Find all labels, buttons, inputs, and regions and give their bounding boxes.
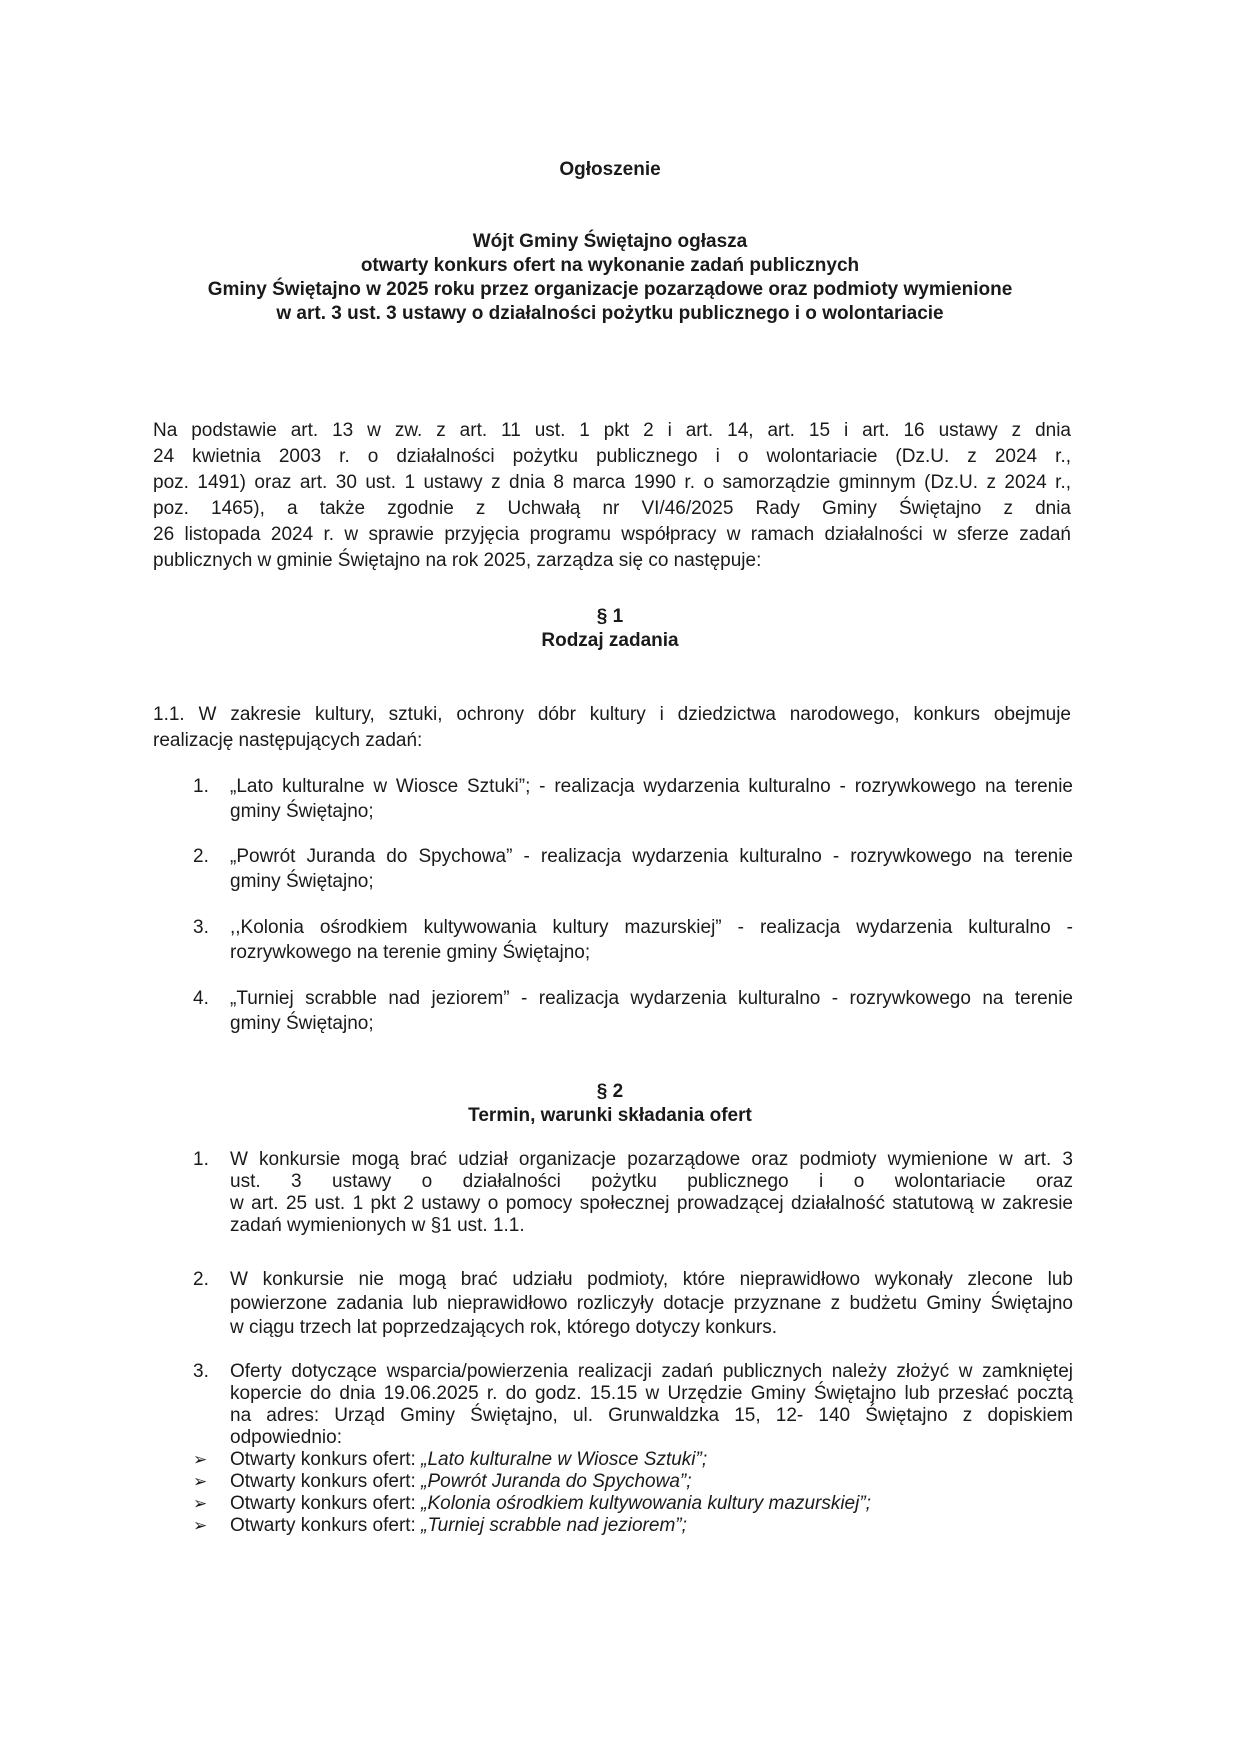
item-number: 2. [193, 1269, 209, 1290]
section-symbol: § 2 [596, 1081, 624, 1102]
bullet-prefix: Otwarty konkurs ofert: [230, 1493, 422, 1514]
item-line: zadań wymienionych w §1 ust. 1.1. [230, 1215, 525, 1236]
paragraph-line: poz. 1491) oraz art. 30 ust. 1 ustawy z dnia 8 marca 1990 r. o samorządzie gminnym (Dz.U. z 2024 r., [153, 472, 1071, 493]
item-line: powierzone zadania lub nieprawidłowo rozliczyły dotacje przyznane z budżetu Gminy Świętajno [230, 1293, 1073, 1314]
item-line: odpowiednio: [230, 1427, 342, 1448]
item-number: 3. [193, 917, 209, 938]
paragraph-line: poz. 1465), a także zgodnie z Uchwałą nr VI/46/2025 Rady Gminy Świętajno z dnia [153, 498, 1071, 519]
section-1-intro [153, 702, 1071, 754]
document-title [150, 158, 1070, 182]
paragraph-line: 26 listopada 2024 r. w sprawie przyjęcia programu współpracy w ramach działalności w sferze zadań [153, 524, 1071, 545]
section-1-heading [150, 605, 1070, 653]
bullet-task-name: „Powrót Juranda do Spychowa”; [421, 1471, 692, 1492]
item-line: gminy Świętajno; [230, 801, 374, 822]
item-line: W konkursie nie mogą brać udziału podmioty, które nieprawidłowo wykonały zlecone lub [230, 1269, 1073, 1290]
section-symbol: § 1 [596, 606, 624, 627]
section-2-heading [150, 1080, 1070, 1128]
item-number: 3. [193, 1361, 209, 1382]
item-line: „Powrót Juranda do Spychowa” - realizacja wydarzenia kulturalno - rozrywkowego na terenie [230, 846, 1073, 867]
item-number: 2. [193, 846, 209, 867]
item-line: „Lato kulturalne w Wiosce Sztuki”; - realizacja wydarzenia kulturalno - rozrywkowego na terenie [230, 776, 1073, 797]
arrowhead-bullet-icon: ➢ [193, 1494, 208, 1513]
item-line: „Turniej scrabble nad jeziorem” - realizacja wydarzenia kulturalno - rozrywkowego na terenie [230, 988, 1073, 1009]
item-line: Oferty dotyczące wsparcia/powierzenia realizacji zadań publicznych należy złożyć w zamkniętej [230, 1361, 1073, 1382]
paragraph-line: publicznych w gminie Świętajno na rok 2025, zarządza się co następuje: [153, 550, 762, 571]
bullet-task-name: „Turniej scrabble nad jeziorem”; [421, 1515, 687, 1536]
paragraph-line: 1.1. W zakresie kultury, sztuki, ochrony dóbr kultury i dziedzictwa narodowego, konkurs obejmuje [153, 704, 1071, 725]
arrowhead-bullet-icon: ➢ [193, 1516, 208, 1535]
bullet-task-name: „Kolonia ośrodkiem kultywowania kultury mazurskiej”; [421, 1493, 871, 1514]
item-number: 1. [193, 776, 209, 797]
bullet-prefix: Otwarty konkurs ofert: [230, 1449, 422, 1470]
item-line: gminy Świętajno; [230, 1013, 374, 1034]
heading-line: Wójt Gminy Świętajno ogłasza [472, 231, 748, 252]
item-number: 1. [193, 1149, 209, 1170]
item-line: gminy Świętajno; [230, 871, 374, 892]
item-number: 4. [193, 988, 209, 1009]
title-text: Ogłoszenie [559, 159, 661, 180]
section-title: Rodzaj zadania [541, 630, 679, 651]
bullet-task-name: „Lato kulturalne w Wiosce Sztuki”; [421, 1449, 708, 1470]
arrowhead-bullet-icon: ➢ [193, 1450, 208, 1469]
legal-basis-paragraph [153, 418, 1071, 574]
heading-line: otwarty konkurs ofert na wykonanie zadań publicznych [360, 255, 860, 276]
item-line: ust. 3 ustawy o działalności pożytku publicznego i o wolontariacie oraz [230, 1171, 1073, 1192]
section-title: Termin, warunki składania ofert [468, 1105, 752, 1126]
item-line: kopercie do dnia 19.06.2025 r. do godz. 15.15 w Urzędzie Gminy Świętajno lub przesłać pocztą [230, 1383, 1073, 1404]
heading-line: Gminy Świętajno w 2025 roku przez organizacje pozarządowe oraz podmioty wymienione [207, 279, 1013, 300]
item-line: na adres: Urząd Gminy Świętajno, ul. Grunwaldzka 15, 12- 140 Świętajno z dopiskiem [230, 1405, 1073, 1426]
paragraph-line: Na podstawie art. 13 w zw. z art. 11 ust. 1 pkt 2 i art. 14, art. 15 i art. 16 ustawy z dnia [153, 420, 1071, 441]
item-line: ,,Kolonia ośrodkiem kultywowania kultury mazurskiej” - realizacja wydarzenia kulturalno - [230, 917, 1073, 938]
item-line: rozrywkowego na terenie gminy Świętajno; [230, 942, 591, 963]
announcement-heading [150, 230, 1070, 326]
item-line: W konkursie mogą brać udział organizacje pozarządowe oraz podmioty wymienione w art. 3 [230, 1149, 1073, 1170]
arrowhead-bullet-icon: ➢ [193, 1472, 208, 1491]
item-line: w art. 25 ust. 1 pkt 2 ustawy o pomocy społecznej prowadzącej działalność statutową w zakresie [230, 1193, 1073, 1214]
item-line: w ciągu trzech lat poprzedzających rok, którego dotyczy konkurs. [230, 1317, 778, 1338]
bullet-prefix: Otwarty konkurs ofert: [230, 1471, 422, 1492]
paragraph-line: realizację następujących zadań: [153, 730, 423, 751]
paragraph-line: 24 kwietnia 2003 r. o działalności pożytku publicznego i o wolontariacie (Dz.U. z 2024 r., [153, 446, 1071, 467]
bullet-prefix: Otwarty konkurs ofert: [230, 1515, 422, 1536]
heading-line: w art. 3 ust. 3 ustawy o działalności pożytku publicznego i o wolontariacie [276, 303, 944, 324]
